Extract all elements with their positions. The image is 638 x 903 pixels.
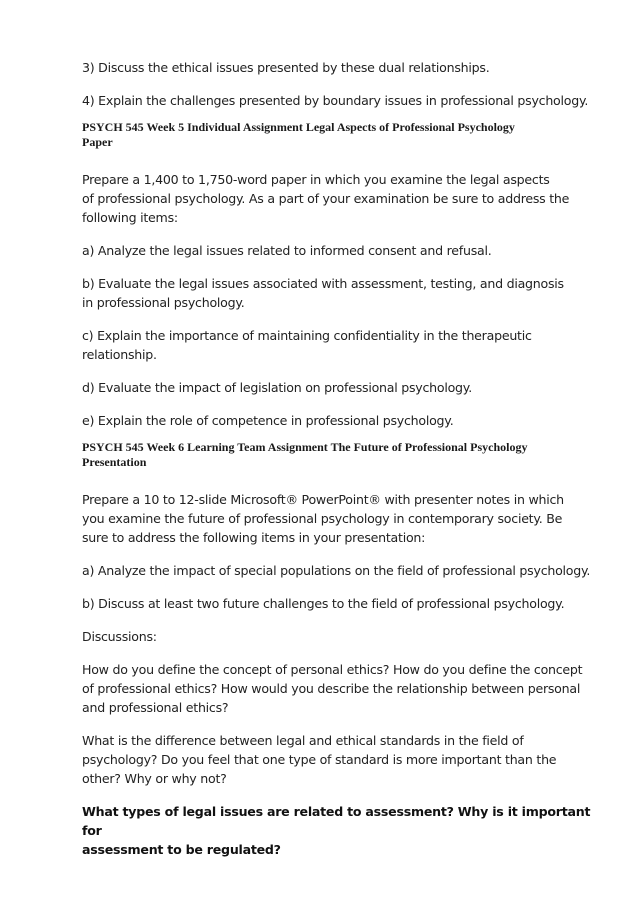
week5-intro-line2: of professional psychology. As a part of your examination be sure to address the [82,191,570,206]
week6-intro-line1: Prepare a 10 to 12-slide Microsoft® PowerPoint® with presenter notes in which [82,492,564,507]
week5-heading-line1: PSYCH 545 Week 5 Individual Assignment Legal Aspects of Professional Psychology [82,120,515,134]
week5-item-a: a) Analyze the legal issues related to informed consent and refusal. [82,243,492,258]
week5-item-c [82,326,598,364]
question-2-line3: other? Why or why not? [82,771,227,786]
week5-item-c-line1: c) Explain the importance of maintaining confidentiality in the therapeutic [82,328,532,343]
week6-heading [82,440,598,470]
week5-item-b [82,274,598,312]
week5-item-e: e) Explain the role of competence in professional psychology. [82,413,454,428]
week5-item-b-line1: b) Evaluate the legal issues associated with assessment, testing, and diagnosis [82,276,564,291]
week6-item-a: a) Analyze the impact of special populations on the field of professional psychology. [82,563,591,578]
week6-intro-line2: you examine the future of professional psychology in contemporary society. Be [82,511,563,526]
week5-heading-line2: Paper [82,135,113,149]
question-3-line2: assessment to be regulated? [82,842,281,857]
discussion-question-1 [82,660,598,717]
discussions-label: Discussions: [82,629,157,644]
week5-intro-line1: Prepare a 1,400 to 1,750-word paper in which you examine the legal aspects [82,172,550,187]
question-2-line2: psychology? Do you feel that one type of standard is more important than the [82,752,557,767]
item-4: 4) Explain the challenges presented by boundary issues in professional psychology. [82,93,589,108]
week5-intro [82,170,598,227]
question-1-line2: of professional ethics? How would you describe the relationship between personal [82,681,581,696]
week6-intro-line3: sure to address the following items in your presentation: [82,530,426,545]
week5-item-d: d) Evaluate the impact of legislation on professional psychology. [82,380,472,395]
item-3: 3) Discuss the ethical issues presented by these dual relationships. [82,60,490,75]
week5-item-c-line2: relationship. [82,347,157,362]
question-1-line3: and professional ethics? [82,700,229,715]
question-1-line1: How do you define the concept of personal ethics? How do you define the concept [82,662,583,677]
week5-item-b-line2: in professional psychology. [82,295,245,310]
week6-heading-line1: PSYCH 545 Week 6 Learning Team Assignment The Future of Professional Psychology [82,440,528,454]
week6-heading-line2: Presentation [82,455,147,469]
discussion-question-3 [82,802,598,859]
week6-item-b: b) Discuss at least two future challenges to the field of professional psychology. [82,596,565,611]
week5-heading [82,120,598,150]
question-2-line1: What is the difference between legal and ethical standards in the field of [82,733,524,748]
discussion-question-2 [82,731,598,788]
question-3-line1: What types of legal issues are related to assessment? Why is it important for [82,804,591,838]
week6-intro [82,490,598,547]
week5-intro-line3: following items: [82,210,178,225]
